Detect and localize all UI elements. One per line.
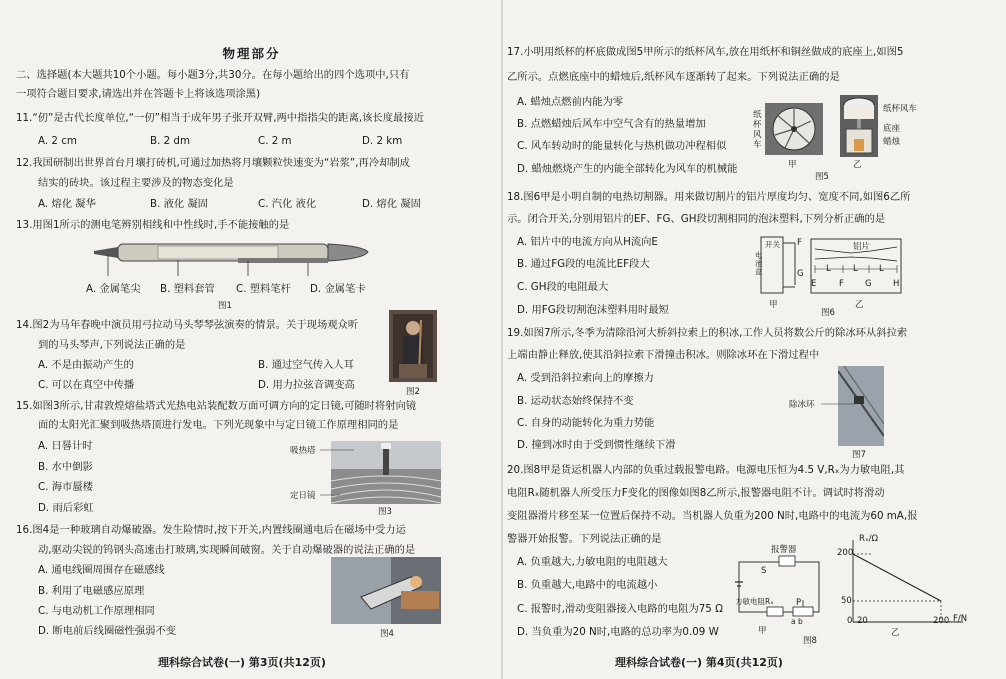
q17-stem-2: 乙所示。点燃底座中的蜡烛后,纸杯风车逐渐转了起来。下列说法正确的是 [507, 71, 840, 83]
q20-option-b: B. 负重越大,电路中的电流越小 [517, 579, 658, 591]
fig3-tower-leader [320, 447, 354, 453]
fig4-caption: 图4 [380, 629, 394, 639]
q19-option-c: C. 自身的动能转化为重力势能 [517, 417, 655, 429]
section-title: 物理部分 [222, 46, 281, 61]
q20-option-c: C. 报警时,滑动变阻器接入电路的电阻为75 Ω [517, 603, 724, 615]
fig6-label-foil: 铝片 [853, 242, 871, 252]
fig8-y50: 50 [841, 596, 852, 606]
section-instructions: 二、选择题(本大题共10个小题。每小题3分,共30分。在每小题给出的四个选项中,只有 [16, 69, 410, 81]
q11-option-a: A. 2 cm [38, 135, 77, 147]
fig5-label-jia: 甲 [788, 160, 797, 170]
q16-option-c: C. 与电动机工作原理相同 [38, 605, 155, 617]
q19-option-a: A. 受到沿斜拉索向上的摩擦力 [517, 372, 654, 384]
q16-stem-2: 动,驱动尖锐的钨钢头高速击打玻璃,实现瞬间破窗。关于自动爆破器的说法正确的是 [38, 544, 416, 556]
q17-option-c: C. 风车转动时的能量转化与热机做功冲程相似 [517, 140, 727, 152]
q15-option-a: A. 日晷计时 [38, 440, 93, 452]
q20-stem-3: 变阻器滑片移至某一位置后保持不动。当机器人负重为200 N时,电路中的电流为60 mA,报 [507, 510, 918, 522]
fig8-x20: 20 [857, 616, 868, 626]
fig4-photo [331, 557, 441, 624]
fig8-label-p: P [796, 598, 802, 608]
q14-option-b: B. 通过空气传入人耳 [258, 359, 354, 371]
q16-stem: 16.图4是一种玻璃自动爆破器。发生险情时,按下开关,内置线圈通电后在磁场中受力运 [16, 524, 406, 536]
fig6-label-yi: 乙 [855, 300, 864, 310]
q14-stem: 14.图2为马年春晚中演员用弓拉动马头琴琴弦演奏的情景。关于现场观众听 [16, 319, 359, 331]
fig3-mirror-leader [320, 492, 340, 498]
q13-option-c: C. 塑料笔杆 [236, 283, 291, 295]
q12-option-d: D. 熔化 凝固 [362, 198, 421, 210]
q11-option-c: C. 2 m [258, 135, 292, 147]
q20-stem-2: 电阻Rₓ随机器人所受压力F变化的图像如图8乙所示,报警器电阻不计。调试时将滑动 [507, 487, 885, 499]
fig8-x0: 0 [847, 616, 853, 626]
fig6-label-jia: 甲 [769, 300, 778, 310]
q13-option-d: D. 金属笔卡 [310, 283, 366, 295]
fig6-label-L3: L [879, 264, 884, 274]
q12-option-c: C. 汽化 液化 [258, 198, 317, 210]
fig6-label-G2: G [865, 279, 872, 289]
fig5-jia-photo [765, 103, 823, 155]
fig5-label-candle: 蜡烛 [883, 137, 901, 147]
fig8-xlabel: F/N [953, 614, 968, 624]
q19-option-b: B. 运动状态始终保持不变 [517, 395, 634, 407]
fig8-label-yi: 乙 [891, 628, 900, 638]
q17-option-d: D. 蜡烛燃烧产生的内能全部转化为风车的机械能 [517, 163, 738, 175]
q12-stem: 12.我国研制出世界首台月壤打砖机,可通过加热将月壤颗粒快速变为“岩浆”,再冷却制成 [16, 157, 410, 169]
q18-option-c: C. GH段的电阻最大 [517, 281, 609, 293]
q14-option-a: A. 不是由振动产生的 [38, 359, 134, 371]
q20-stem-4: 警器开始报警。下列说法正确的是 [507, 533, 662, 545]
q14-option-c: C. 可以在真空中传播 [38, 379, 135, 391]
q16-option-b: B. 利用了电磁感应原理 [38, 585, 145, 597]
fig7-ring-leader [821, 401, 855, 407]
right-footer: 理科综合试卷(一) 第4页(共12页) [615, 656, 783, 669]
left-footer: 理科综合试卷(一) 第3页(共12页) [158, 656, 326, 669]
fig8-label-alarm: 报警器 [771, 545, 797, 555]
q18-option-b: B. 通过FG段的电流比EF段大 [517, 258, 650, 270]
fig8-x200: 200 [933, 616, 950, 626]
fig6-label-L2: L [853, 264, 858, 274]
q20-option-d: D. 当负重为20 N时,电路的总功率为0.09 W [517, 626, 719, 638]
fig8-caption: 图8 [803, 636, 817, 646]
q14-option-d: D. 用力拉弦音调变高 [258, 379, 355, 391]
fig7-label-ring: 除冰环 [789, 400, 815, 410]
right-page [503, 0, 1006, 679]
q14-stem-2: 到的马头琴声,下列说法正确的是 [38, 339, 186, 351]
q12-option-b: B. 液化 凝固 [150, 198, 209, 210]
q15-option-b: B. 水中倒影 [38, 461, 93, 473]
fig3-label-mirror: 定日镜 [290, 491, 316, 501]
q17-option-a: A. 蜡烛点燃前内能为零 [517, 96, 624, 108]
fig5-caption: 图5 [815, 172, 829, 182]
q20-option-a: A. 负重越大,力敏电阻的电阻越大 [517, 556, 668, 568]
q19-option-d: D. 撞到冰时由于受到惯性继续下滑 [517, 439, 676, 451]
q15-option-d: D. 雨后彩虹 [38, 502, 94, 514]
fig6-label-F2: F [839, 279, 844, 289]
q18-option-a: A. 铝片中的电流方向从H流向E [517, 236, 658, 248]
section-instructions-2: 一项符合题目要求,请选出并在答题卡上将该选项涂黑) [16, 88, 261, 100]
fig5-label-base: 底座 [883, 124, 901, 134]
fig2-photo [389, 310, 437, 382]
fig8-ylabel: Rₓ/Ω [859, 534, 879, 544]
fig8-circuit [731, 552, 831, 626]
q12-stem-2: 结实的砖块。该过程主要涉及的物态变化是 [38, 177, 234, 189]
fig7-caption: 图7 [852, 450, 866, 460]
q11-option-d: D. 2 km [362, 135, 403, 147]
q19-stem: 19.如图7所示,冬季为清除沿河大桥斜拉索上的积冰,工作人员将数公斤的除冰环从斜拉索 [507, 327, 908, 339]
fig3-label-tower: 吸热塔 [290, 446, 316, 456]
q18-stem: 18.图6甲是小明自制的电热切割器。用来做切割片的铝片厚度均匀、宽度不同,如图6乙所 [507, 191, 911, 203]
fig6-label-switch: 开关 [765, 240, 780, 249]
q13-option-b: B. 塑料套管 [160, 283, 215, 295]
fig6-label-H: H [893, 279, 900, 289]
q11-stem: 11.“仞”是古代长度单位,“一仞”相当于成年男子张开双臂,两中指指尖的距离,该长度最接近 [16, 112, 424, 124]
fig2-caption: 图2 [406, 387, 420, 397]
q18-option-d: D. 用FG段切割泡沫塑料用时最短 [517, 304, 669, 316]
rx-line [853, 554, 941, 601]
q13-stem: 13.用图1所示的测电笔辨别相线和中性线时,手不能接触的是 [16, 219, 290, 231]
test-pen-figure [88, 232, 378, 284]
fig8-label-ab: a b [791, 617, 803, 626]
q20-stem: 20.图8甲是货运机器人内部的负重过载报警电路。电源电压恒为4.5 V,Rₓ为力敏电阻,其 [507, 464, 905, 476]
q15-stem-2: 面的太阳光汇聚到吸热塔顶进行发电。下列光现象中与定日镜工作原理相同的是 [38, 419, 399, 431]
q18-stem-2: 示。闭合开关,分别用铝片的EF、FG、GH段切割相同的泡沫塑料,下列分析正确的是 [507, 213, 886, 225]
fig1-caption: 图1 [218, 301, 232, 311]
fig8-label-rx: 力敏电阻Rₓ [735, 597, 774, 606]
fig5-label-cup: 纸杯风车 [753, 110, 762, 150]
q11-option-b: B. 2 dm [150, 135, 191, 147]
q16-option-a: A. 通电线圈周围存在磁感线 [38, 564, 165, 576]
fig6-label-L1: L [826, 264, 831, 274]
fig6-label-battery: 电池盒 [755, 251, 763, 276]
fig6-caption: 图6 [821, 308, 835, 318]
fig5-yi-photo [840, 95, 878, 157]
q17-option-b: B. 点燃蜡烛后风车中空气含有的热量增加 [517, 118, 706, 130]
q15-option-c: C. 海市蜃楼 [38, 481, 93, 493]
fig3-caption: 图3 [378, 507, 392, 517]
q13-option-a: A. 金属笔尖 [86, 283, 141, 295]
fig8-label-s: S [761, 566, 767, 576]
fig8-label-jia: 甲 [758, 626, 767, 636]
fig6-label-E: E [811, 279, 817, 289]
fig5-label-windmill: 纸杯风车 [883, 104, 918, 114]
q19-stem-2: 上端由静止释放,使其沿斜拉索下滑撞击积冰。则除冰环在下滑过程中 [507, 349, 820, 361]
q15-stem: 15.如图3所示,甘肃敦煌熔盐塔式光热电站装配数万面可调方向的定日镜,可随时将射向镜 [16, 400, 417, 412]
q12-option-a: A. 熔化 凝华 [38, 198, 96, 210]
q16-option-d: D. 断电前后线圈磁性强弱不变 [38, 625, 177, 637]
fig6-label-G: G [797, 269, 804, 279]
fig8-y200: 200 [837, 548, 854, 558]
fig5-label-yi: 乙 [853, 160, 862, 170]
fig6-label-F: F [797, 238, 802, 248]
q17-stem: 17.小明用纸杯的杯底做成图5甲所示的纸杯风车,放在用纸杯和铜丝做成的底座上,如图5 [507, 46, 904, 58]
